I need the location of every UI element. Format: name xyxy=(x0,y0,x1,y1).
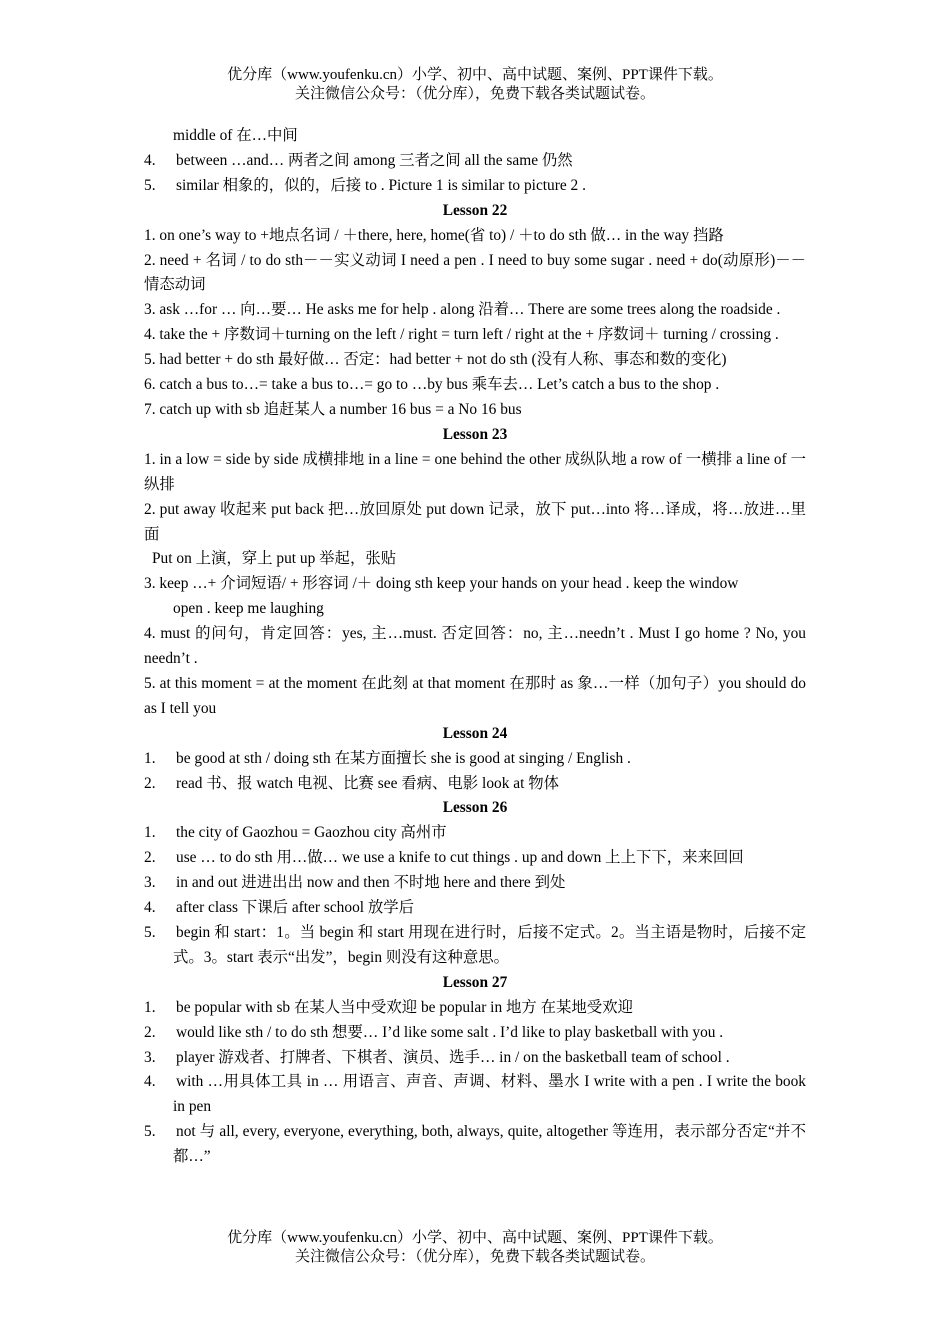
lesson-22-item: 6. catch a bus to…= take a bus to…= go to …by bus 乘车去… Let’s catch a bus to the shop . xyxy=(144,376,720,394)
lesson-22-item: 4. take the + 序数词＋turning on the left / right = turn left / right at the + 序数词＋ turning / crossing . xyxy=(144,326,779,344)
item-text: would like sth / to do sth 想要… I’d like some salt . I’d like to play basketball with you . xyxy=(176,1023,724,1041)
item-number: 2. xyxy=(144,849,156,867)
lesson-27-item xyxy=(144,1120,806,1170)
lesson-23-heading: Lesson 23 xyxy=(442,425,508,443)
lesson-27-item xyxy=(144,996,806,1021)
lesson-23-item: 3. keep …+ 介词短语/ + 形容词 /＋ doing sth keep your hands on your head . keep the window xyxy=(144,575,739,593)
lesson-23-item: 2. put away 收起来 put back 把…放回原处 put down 记录，放下 put…into 将…译成，将…放进…里面 xyxy=(144,500,806,543)
item-number: 5. xyxy=(144,176,156,194)
lesson-26-item xyxy=(144,846,806,871)
item-text: after class 下课后 after school 放学后 xyxy=(176,899,415,917)
item-number: 1. xyxy=(144,998,156,1016)
lesson-26-item xyxy=(144,896,806,921)
item-number: 4. xyxy=(144,899,156,917)
lesson-27-item xyxy=(144,1070,806,1120)
lesson-22-item: 5. had better + do sth 最好做… 否定：had better + not do sth (没有人称、事态和数的变化) xyxy=(144,351,727,369)
item-text: between …and… 两者之间 among 三者之间 all the same 仍然 xyxy=(176,151,573,169)
lesson-26-item xyxy=(144,871,806,896)
intro-item-5 xyxy=(144,174,806,199)
lesson-24-item xyxy=(144,772,806,797)
lesson-23-item: Put on 上演，穿上 put up 举起，张贴 xyxy=(152,550,397,568)
lesson-22-item: 7. catch up with sb 追赶某人 a number 16 bus = a No 16 bus xyxy=(144,400,522,418)
lesson-23-item: 1. in a low = side by side 成横排地 in a line = one behind the other 成纵队地 a row of 一横排 a line of 一纵排 xyxy=(144,450,806,493)
item-text: not 与 all, every, everyone, everything, both, always, quite, altogether 等连用，表示部分否定“并不都…” xyxy=(173,1123,806,1166)
footer-line-1: 优分库（www.youfenku.cn）小学、初中、高中试题、案例、PPT课件下载。 xyxy=(227,1230,723,1246)
item-text: read 书、报 watch 电视、比赛 see 看病、电影 look at 物体 xyxy=(176,774,559,792)
lesson-22-item: 2. need + 名词 / to do sth－－实义动词 I need a pen . I need to buy some sugar . need + do(动原形)－－情态动词 xyxy=(144,251,806,294)
lesson-23-item: 4. must 的问句，肯定回答：yes, 主…must. 否定回答：no, 主…needn’t . Must I go home ? No, you needn’t . xyxy=(144,625,806,668)
item-text: the city of Gaozhou = Gaozhou city 高州市 xyxy=(176,824,447,842)
item-number: 5. xyxy=(144,924,156,941)
lesson-27-item xyxy=(144,1021,806,1046)
lesson-27-heading: Lesson 27 xyxy=(442,973,508,991)
item-number: 3. xyxy=(144,874,156,892)
lesson-26-item xyxy=(144,821,806,846)
item-number: 4. xyxy=(144,1073,156,1091)
lesson-24-item xyxy=(144,747,806,772)
item-text: in and out 进进出出 now and then 不时地 here and there 到处 xyxy=(176,874,566,892)
item-text: be good at sth / doing sth 在某方面擅长 she is good at singing / English . xyxy=(176,749,631,767)
lesson-23-item: open . keep me laughing xyxy=(173,600,324,618)
lesson-22-item: 3. ask …for … 向…要… He asks me for help . along 沿着… There are some trees along the roadside . xyxy=(144,301,781,319)
lesson-22-heading: Lesson 22 xyxy=(442,201,508,219)
item-number: 1. xyxy=(144,824,156,842)
lesson-26-heading: Lesson 26 xyxy=(442,799,508,817)
item-number: 2. xyxy=(144,774,156,792)
item-number: 4. xyxy=(144,151,156,169)
header-line-1: 优分库（www.youfenku.cn）小学、初中、高中试题、案例、PPT课件下载。 xyxy=(227,67,723,83)
header-line-2: 关注微信公众号：（优分库），免费下载各类试题试卷。 xyxy=(294,86,655,102)
lesson-27-item xyxy=(144,1046,806,1071)
lesson-26-item xyxy=(144,921,806,971)
intro-middle: middle of 在…中间 xyxy=(173,127,298,144)
item-text: use … to do sth 用…做… we use a knife to cut things . up and down 上上下下，来来回回 xyxy=(176,849,744,867)
footer-line-2: 关注微信公众号：（优分库），免费下载各类试题试卷。 xyxy=(294,1249,655,1265)
item-number: 3. xyxy=(144,1048,156,1066)
item-text: with …用具体工具 in … 用语言、声音、声调、材料、墨水 I write with a pen . I write the book in pen xyxy=(173,1073,806,1116)
item-text: be popular with sb 在某人当中受欢迎 be popular in 地方 在某地受欢迎 xyxy=(176,998,633,1016)
item-text: similar 相象的，似的，后接 to . Picture 1 is similar to picture 2 . xyxy=(176,176,586,194)
lesson-23-item: 5. at this moment = at the moment 在此刻 at that moment 在那时 as 象…一样（加句子）you should do as I tell you xyxy=(144,674,806,717)
main-content xyxy=(144,124,806,1170)
item-text: player 游戏者、打牌者、下棋者、演员、选手… in / on the basketball team of school . xyxy=(176,1048,730,1066)
item-text: begin 和 start：1。当 begin 和 start 用现在进行时，后接不定式。2。当主语是物时，后接不定式。3。start 表示“出发”，begin 则没有这种意思。 xyxy=(173,924,806,966)
item-number: 5. xyxy=(144,1123,156,1141)
page-footer xyxy=(0,1229,950,1267)
lesson-22-item: 1. on one’s way to +地点名词 / ＋there, here, home(省 to) / ＋to do sth 做… in the way 挡路 xyxy=(144,226,724,244)
intro-item-4 xyxy=(144,149,806,174)
page-header xyxy=(0,66,950,104)
item-number: 2. xyxy=(144,1023,156,1041)
lesson-24-heading: Lesson 24 xyxy=(442,724,508,742)
item-number: 1. xyxy=(144,749,156,767)
